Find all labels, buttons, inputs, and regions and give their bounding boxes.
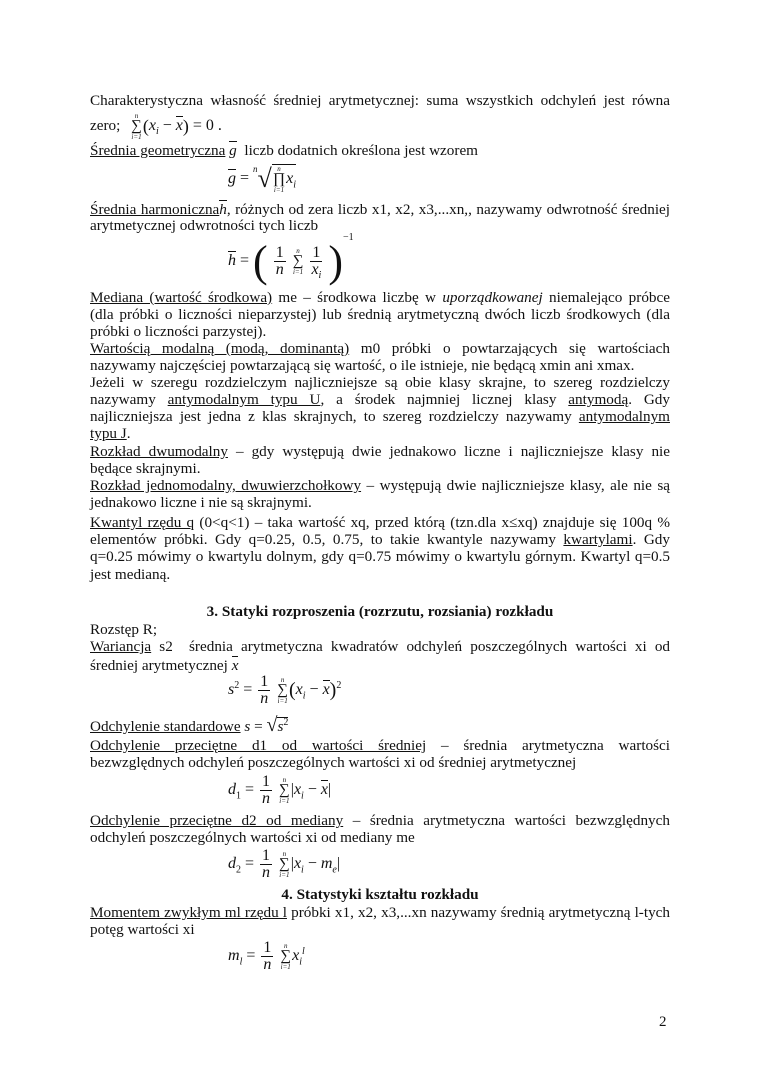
property-line-2: zero; n ∑ i=1 $(x_i - x) = 0$ . <box>90 112 222 141</box>
section-3-heading: 3. Statyki rozproszenia (rozrzutu, rozsiania) rozkładu <box>206 603 554 620</box>
median-deviation-formula: $d_2$ = $\frac{1}{n}$ n ∑ i=1 $|x_i - m_e|$ <box>228 847 341 881</box>
mean-deviation-line-1: Odchylenie przeciętne d1 od wartości średniej – średnia arytmetyczna wartości <box>90 737 670 754</box>
series-line-1: Jeżeli w szeregu rozdzielczym najliczniejsze są obie klasy skrajne, to szereg rozdzielczy <box>90 374 670 391</box>
median-line-2: (dla próbki o liczności nieparzystej) lub średnią arytmetyczną dwóch liczb środkowych (dla <box>90 306 670 323</box>
series-line-2: nazywamy antymodalnym typu U, a środek najmniej licznej klasy antymodą. Gdy <box>90 391 670 408</box>
range-line: Rozstęp R; <box>90 621 158 638</box>
median-deviation-line-1: Odchylenie przeciętne d2 od mediany – średnia arytmetyczna wartości bezwzględnych <box>90 812 670 829</box>
mode-line-1: Wartością modalną (modą, dominantą) m0 próbki o powtarzających się wartościach <box>90 340 671 357</box>
series-line-4: typu J. <box>90 425 131 442</box>
variance-line-1: Wariancja s2 średnia arytmetyczna kwadratów odchyleń poszczególnych wartości xi od <box>90 638 671 655</box>
mean-deviation-line-2: bezwzględnych odchyleń poszczególnych wartości xi od średniej arytmetycznej <box>90 754 577 771</box>
quantile-line-1: Kwantyl rzędu q (0<q<1) – taka wartość xq, przed którą (tzn.dla x≤xq) znajduje się 100q % <box>90 514 671 531</box>
section-4-heading: 4. Statystyki kształtu rozkładu <box>281 886 479 903</box>
harmonic-mean-line-2: arytmetycznej odwrotności tych liczb <box>90 217 319 234</box>
mode-line-2: nazywamy najczęściej powtarzającą się wartość, o ile istnieje, nie będącą xmin ani xmax. <box>90 357 635 374</box>
moment-line-1: Momentem zwykłym ml rzędu l próbki x1, x2, x3,...xn nazywamy średnią arytmetyczną l-tych <box>90 904 671 921</box>
geometric-mean-formula: g = $^n$√ n ∏ i=1 $x_i$ <box>228 164 297 194</box>
bimodal-line-1: Rozkład dwumodalny – gdy występują dwie jednakowo liczne i najliczniejsze klasy nie <box>90 443 670 460</box>
median-line-3: próbki o liczności parzystej). <box>90 323 267 340</box>
geometric-mean-line: Średnia geometryczna g liczb dodatnich określona jest wzorem <box>90 142 479 159</box>
bimodal-line-2: będące skrajnymi. <box>90 460 201 477</box>
page-number: 2 <box>659 1014 667 1030</box>
series-line-3: najliczniejsza jest jedna z klas skrajnych, to szereg rozdzielczy nazywamy antymodalnym <box>90 408 670 425</box>
variance-formula: $s^2$ = $\frac{1}{n}$ n ∑ i=1 $(x_i - x)^2$ <box>228 673 342 707</box>
zero-sum-formula: n ∑ i=1 $(x_i - x) = 0$ . <box>131 112 222 141</box>
quantile-line-4: jest medianą. <box>90 566 171 583</box>
median-deviation-line-2: odchyleń poszczególnych wartości xi od mediany me <box>90 829 415 846</box>
property-line-1: Charakterystyczna własność średniej arytmetycznej: suma wszystkich odchyleń jest równa <box>90 92 670 109</box>
std-dev-line: Odchylenie standardowe $s = √s^2$ <box>90 714 289 736</box>
median-line-1: Mediana (wartość środkowa) me – środkowa liczbę w uporządkowanej niemalejąco próbce <box>90 289 670 306</box>
unimodal-line-1: Rozkład jednomodalny, dwuwierzchołkowy – występują dwie najliczniejsze klasy, ale nie są <box>90 477 671 494</box>
harmonic-mean-formula: h = ( $\frac{1}{n}$ n ∑ i=1 $\frac{1}{x_i}$ )$^{-1}$ <box>228 232 354 286</box>
quantile-line-3: q=0.25 mówimy o kwartylu dolnym, gdy q=0.75 mówimy o kwartylu górnym. Kwartyl q=0.5 <box>90 548 670 565</box>
moment-formula: $m_l$ = $\frac{1}{n}$ n ∑ i=1 $x_i^l$ <box>228 939 305 973</box>
unimodal-line-2: jednakowo liczne i nie są skrajnymi. <box>90 494 312 511</box>
quantile-line-2: elementów próbki. Gdy q=0.25, 0.5, 0.75, to takie kwantyle nazywamy kwartylami. Gdy <box>90 531 670 548</box>
variance-line-2: średniej arytmetycznej x <box>90 657 239 674</box>
mean-deviation-formula: $d_1$ = $\frac{1}{n}$ n ∑ i=1 $|x_i - x|$ <box>228 773 332 807</box>
moment-line-2: potęg wartości xi <box>90 921 195 938</box>
harmonic-mean-line-1: Średnia harmonicznah, różnych od zera liczb x1, x2, x3,...xn,, nazywamy odwrotność średniej <box>90 201 670 218</box>
